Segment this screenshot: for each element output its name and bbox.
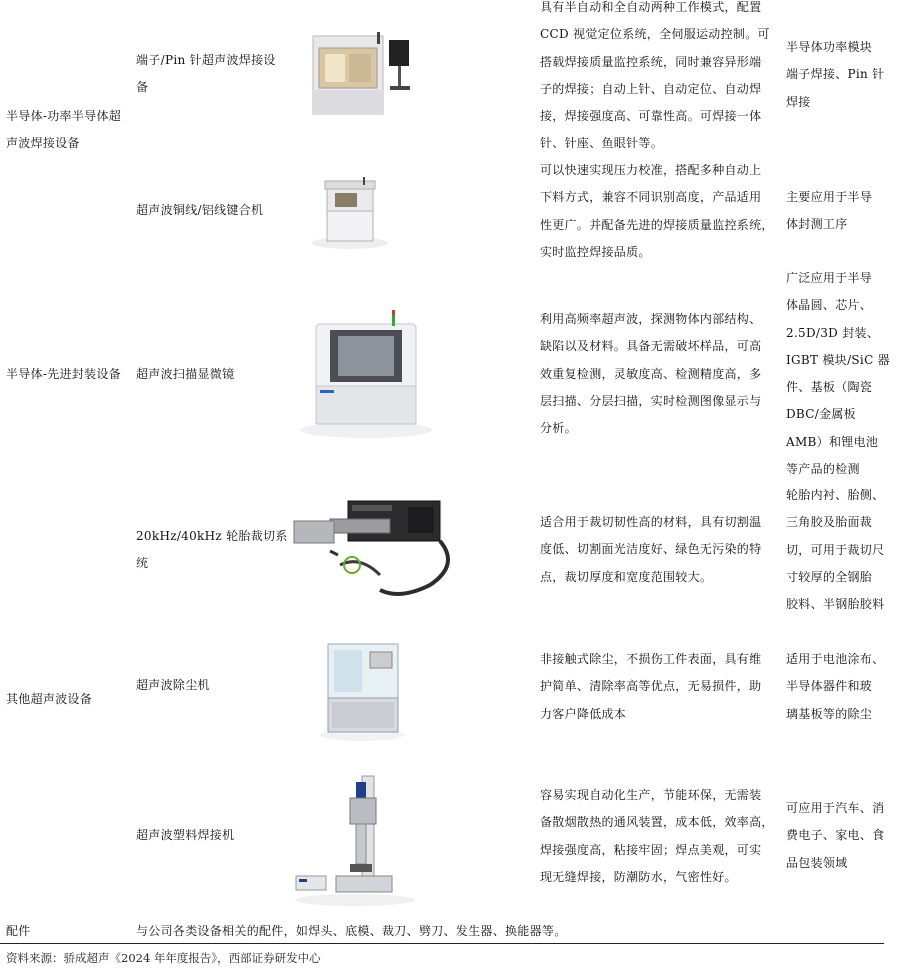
pin-welding-machine-image <box>305 28 425 118</box>
source-note: 资料来源：骄成超声《2024 年年度报告》，西部证券研发中心 <box>6 951 321 965</box>
app-line: 主要应用于半导 <box>786 190 873 204</box>
desc-line: 利用高频率超声波，探测物体内部结构、 <box>540 312 762 326</box>
desc-line: 层扫描、分层扫描，实时检测图像显示与 <box>540 393 762 408</box>
scanning-microscope-image <box>296 310 436 440</box>
desc-line: 效重复检测，灵敏度高、检测精度高，多 <box>540 366 762 381</box>
product-desc-dust-removal <box>540 646 786 728</box>
product-name-line: 超声波塑料焊接机 <box>136 828 235 842</box>
category-line: 配件 <box>6 924 31 938</box>
app-line: 半导体器件和玻 <box>786 679 873 694</box>
category-line: 半导体-先进封装设备 <box>6 367 122 381</box>
category-power-semiconductor <box>6 103 121 157</box>
app-line: DBC/金属板 <box>786 407 856 422</box>
desc-line: 可以快速实现压力校准，搭配多种自动上 <box>540 163 762 177</box>
app-line: 半导体功率模块 <box>786 40 873 54</box>
category-other-ultrasonic <box>6 686 92 713</box>
app-line: 可应用于汽车、消 <box>786 801 885 815</box>
app-line: 体晶圆、芯片、 <box>786 298 873 313</box>
app-line: 焊接 <box>786 94 811 109</box>
app-line: 体封测工序 <box>786 217 848 232</box>
desc-line: 实时监控焊接品质。 <box>540 244 651 259</box>
product-app-pin-welding <box>786 34 890 116</box>
desc-line: 度低、切割面光洁度好、绿色无污染的特 <box>540 542 762 557</box>
desc-line: 焊接强度高，粘接牢固；焊点美观，可实 <box>540 842 762 857</box>
category-line: 声波焊接设备 <box>6 136 80 150</box>
app-line: 寸较厚的全钢胎 <box>786 569 873 584</box>
category-accessories <box>6 918 31 945</box>
desc-line: 容易实现自动化生产，节能环保，无需装 <box>540 788 762 802</box>
product-desc-tire-cutting <box>540 509 786 591</box>
category-advanced-packaging <box>6 361 121 388</box>
desc-line: 点，裁切厚度和宽度范围较大。 <box>540 569 713 584</box>
desc-line: 搭载焊接质量监控系统，同时兼容异形端 <box>540 54 762 69</box>
app-line: 轮胎内衬、胎侧、 <box>786 488 885 502</box>
desc-line: 非接触式除尘，不损伤工件表面，具有维 <box>540 652 762 666</box>
product-app-wire-bonder <box>786 184 890 239</box>
app-line: 2.5D/3D 封装、 <box>786 325 880 340</box>
product-name-scanning-microscope <box>136 361 234 388</box>
product-desc-wire-bonder <box>540 157 786 266</box>
product-name-pin-welding <box>136 47 276 101</box>
wire-bonder-image <box>305 175 395 250</box>
category-line: 半导体-功率半导体超 <box>6 109 122 123</box>
app-line: 品包装领域 <box>786 855 848 870</box>
product-name-line: 端子/Pin 针超声波焊接设 <box>136 53 276 67</box>
desc-line: 缺陷以及材料。具备无需破坏样品，可高 <box>540 339 762 354</box>
desc-line: 针、针座、鱼眼针等。 <box>540 136 664 151</box>
desc-line: 子的焊接；自动上针、自动定位、自动焊 <box>540 81 762 96</box>
product-app-scanning-microscope <box>786 265 890 483</box>
app-line: 件、基板（陶瓷 <box>786 380 873 395</box>
app-line: 胶料、半钢胎胶料 <box>786 597 885 612</box>
app-line: 等产品的检测 <box>786 462 860 477</box>
product-app-dust-removal <box>786 646 890 728</box>
desc-line: 分析。 <box>540 421 577 436</box>
app-line: 费电子、家电、食 <box>786 828 885 843</box>
desc-line: 性更广。并配备先进的焊接质量监控系统， <box>540 217 774 232</box>
plastic-welding-machine-image <box>290 772 420 907</box>
desc-line: 适合用于裁切韧性高的材料，具有切割温 <box>540 515 762 529</box>
table-bottom-rule <box>0 943 884 944</box>
desc-line: 下料方式，兼容不同识别高度，产品适用 <box>540 190 762 205</box>
product-name-dust-removal <box>136 672 210 699</box>
product-name-line: 20kHz/40kHz 轮胎裁切系 <box>136 529 288 543</box>
desc-line: 现无缝焊接，防潮防水，气密性好。 <box>540 869 737 884</box>
app-line: 切，可用于裁切尺 <box>786 542 885 557</box>
category-line: 其他超声波设备 <box>6 692 93 706</box>
product-desc-plastic-welding <box>540 782 786 891</box>
desc-line: 接，焊接强度高、可靠性高。可焊接一体 <box>540 109 762 124</box>
desc-line: 备散烟散热的通风装置，成本低，效率高， <box>540 815 774 830</box>
product-app-plastic-welding <box>786 795 890 877</box>
product-desc-pin-welding <box>540 0 786 158</box>
tire-cutting-system-image <box>290 495 465 610</box>
product-desc-scanning-microscope <box>540 306 786 442</box>
desc-line: CCD 视觉定位系统，全伺服运动控制。可 <box>540 27 770 42</box>
product-name-line: 超声波除尘机 <box>136 678 210 692</box>
product-name-tire-cutting <box>136 523 288 577</box>
dust-removal-machine-image <box>310 638 410 743</box>
product-name-plastic-welding <box>136 822 234 849</box>
product-name-line: 超声波铜线/铝线键合机 <box>136 203 264 217</box>
desc-line: 护简单、清除率高等优点，无易损件，助 <box>540 679 762 694</box>
app-line: IGBT 模块/SiC 器 <box>786 352 890 367</box>
app-line: 三角胶及胎面裁 <box>786 515 873 530</box>
accessories-desc: 与公司各类设备相关的配件，如焊头、底模、裁刀、劈刀、发生器、换能器等。 <box>136 924 567 938</box>
product-name-line: 备 <box>136 80 149 94</box>
product-name-wire-bonder <box>136 197 263 224</box>
desc-line: 具有半自动和全自动两种工作模式，配置 <box>540 0 762 14</box>
product-name-line: 统 <box>136 556 149 570</box>
desc-line: 力客户降低成本 <box>540 706 627 721</box>
app-line: AMB）和锂电池 <box>786 434 879 449</box>
product-app-tire-cutting <box>786 482 890 618</box>
app-line: 璃基板等的除尘 <box>786 706 873 721</box>
app-line: 端子焊接、Pin 针 <box>786 67 885 82</box>
product-name-line: 超声波扫描显微镜 <box>136 367 235 381</box>
app-line: 适用于电池涂布、 <box>786 652 885 666</box>
app-line: 广泛应用于半导 <box>786 271 873 285</box>
